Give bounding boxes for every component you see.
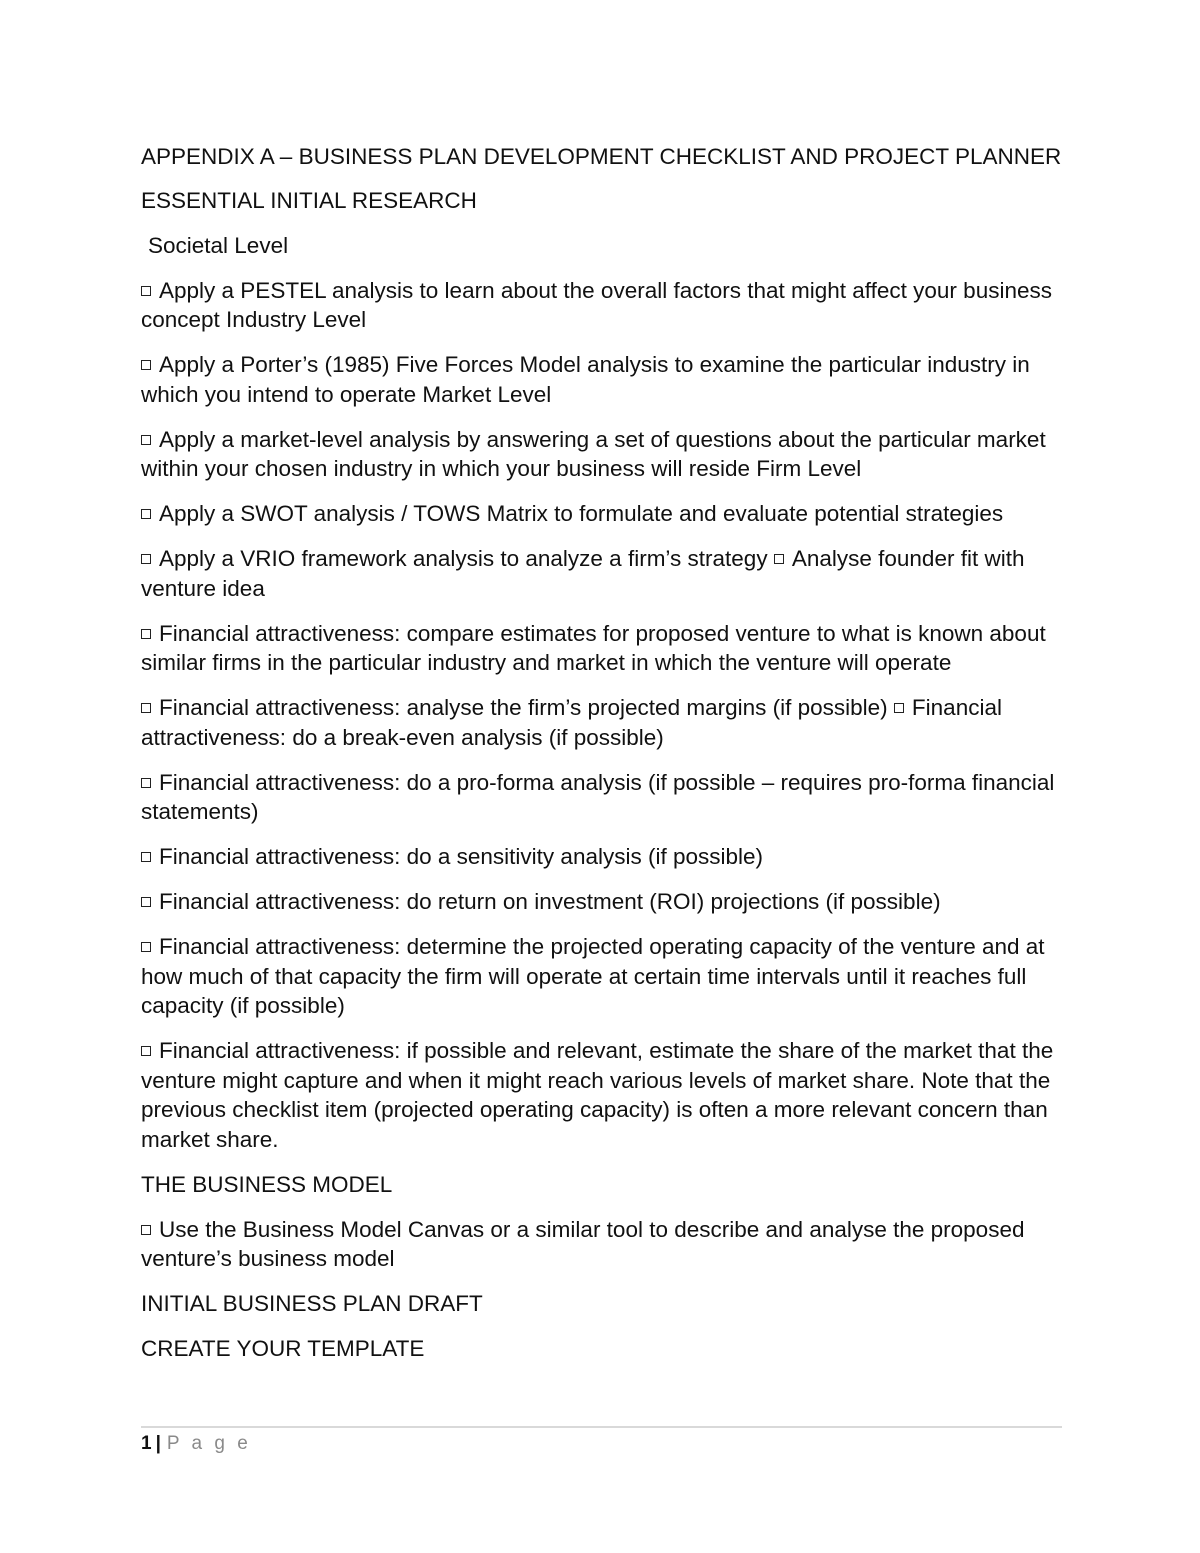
checkbox-icon (141, 1046, 151, 1056)
section-heading-business-model: THE BUSINESS MODEL (141, 1171, 393, 1197)
checklist-item (141, 425, 1066, 484)
checkbox-icon (141, 1225, 151, 1235)
checklist-item (141, 842, 1066, 872)
footer-separator: | (155, 1433, 161, 1454)
checklist-item-text: Apply a Porter’s (1985) Five Forces Model analysis to examine the particular industry in which you intend to operate Market Level (141, 352, 1030, 407)
document-title: APPENDIX A – BUSINESS PLAN DEVELOPMENT CHECKLIST AND PROJECT PLANNER (141, 144, 1062, 169)
checkbox-icon (141, 286, 151, 296)
checklist-item-text: Financial attractiveness: determine the projected operating capacity of the venture and at how much of that capacity the firm will operate at certain time intervals until it reaches full capacity (if possible) (141, 934, 1045, 1018)
checklist-item-text: Financial attractiveness: do a pro-forma analysis (if possible – requires pro-forma financial statements) (141, 769, 1055, 824)
checkbox-icon (141, 435, 151, 445)
checkbox-icon (141, 509, 151, 519)
checklist-item-text: Apply a PESTEL analysis to learn about the overall factors that might affect your business concept Industry Level (141, 277, 1052, 332)
page-footer (141, 1431, 251, 1457)
page-label: P a g e (166, 1433, 252, 1454)
section-heading-initial-research: ESSENTIAL INITIAL RESEARCH (141, 187, 477, 213)
checklist-item (141, 1036, 1066, 1154)
checklist-item (141, 1215, 1066, 1274)
checkbox-icon (141, 942, 151, 952)
checkbox-icon (141, 703, 151, 713)
checklist-item (141, 350, 1066, 409)
checklist-item (141, 693, 1066, 752)
checkbox-icon (894, 703, 904, 713)
checklist-item-text: Financial attractiveness: compare estimates for proposed venture to what is known about similar firms in the particular industry and market in which the venture will operate (141, 620, 1046, 675)
checkbox-icon (141, 778, 151, 788)
checklist-item-text: Apply a VRIO framework analysis to analyze a firm’s strategy (159, 546, 768, 571)
checkbox-icon (774, 554, 784, 564)
checklist-item-text: Apply a market-level analysis by answering a set of questions about the particular market within your chosen industry in which your business will reside Firm Level (141, 426, 1046, 481)
checklist-item (141, 544, 1066, 603)
checklist-item-text: Financial attractiveness: analyse the firm’s projected margins (if possible) (159, 695, 888, 720)
checklist-item-text: Apply a SWOT analysis / TOWS Matrix to formulate and evaluate potential strategies (159, 501, 1004, 526)
footer-divider (141, 1426, 1062, 1428)
subheading-societal-level: Societal Level (148, 232, 289, 258)
section-heading-create-template: CREATE YOUR TEMPLATE (141, 1336, 425, 1361)
checkbox-icon (141, 852, 151, 862)
checkbox-icon (141, 629, 151, 639)
checklist-item (141, 276, 1066, 335)
checklist-item-text: Financial attractiveness: do return on investment (ROI) projections (if possible) (159, 889, 941, 914)
checklist-item-text: Financial attractiveness: if possible and relevant, estimate the share of the market that the venture might capture and when it might reach various levels of market share. Note that the previous checklist item (projected operating capacity) is often a more relevant concern than market share. (141, 1038, 1054, 1152)
document-body (141, 142, 1066, 1379)
page-number: 1 (141, 1433, 152, 1454)
checkbox-icon (141, 897, 151, 907)
checklist-item-text: Use the Business Model Canvas or a similar tool to describe and analyse the proposed venture’s business model (141, 1216, 1025, 1271)
checklist-item-text: Financial attractiveness: do a sensitivity analysis (if possible) (159, 844, 764, 869)
checkbox-icon (141, 554, 151, 564)
section-heading-initial-draft: INITIAL BUSINESS PLAN DRAFT (141, 1291, 483, 1316)
checklist-item (141, 499, 1066, 529)
checklist-item-text: Financial attractiveness: do a break-even analysis (if possible) (141, 695, 1002, 750)
checklist-item (141, 768, 1066, 827)
checklist-item-text: Analyse founder fit with venture idea (141, 546, 1025, 601)
checklist-item (141, 887, 1066, 917)
checklist-item (141, 619, 1066, 678)
checkbox-icon (141, 360, 151, 370)
checklist-item (141, 932, 1066, 1021)
